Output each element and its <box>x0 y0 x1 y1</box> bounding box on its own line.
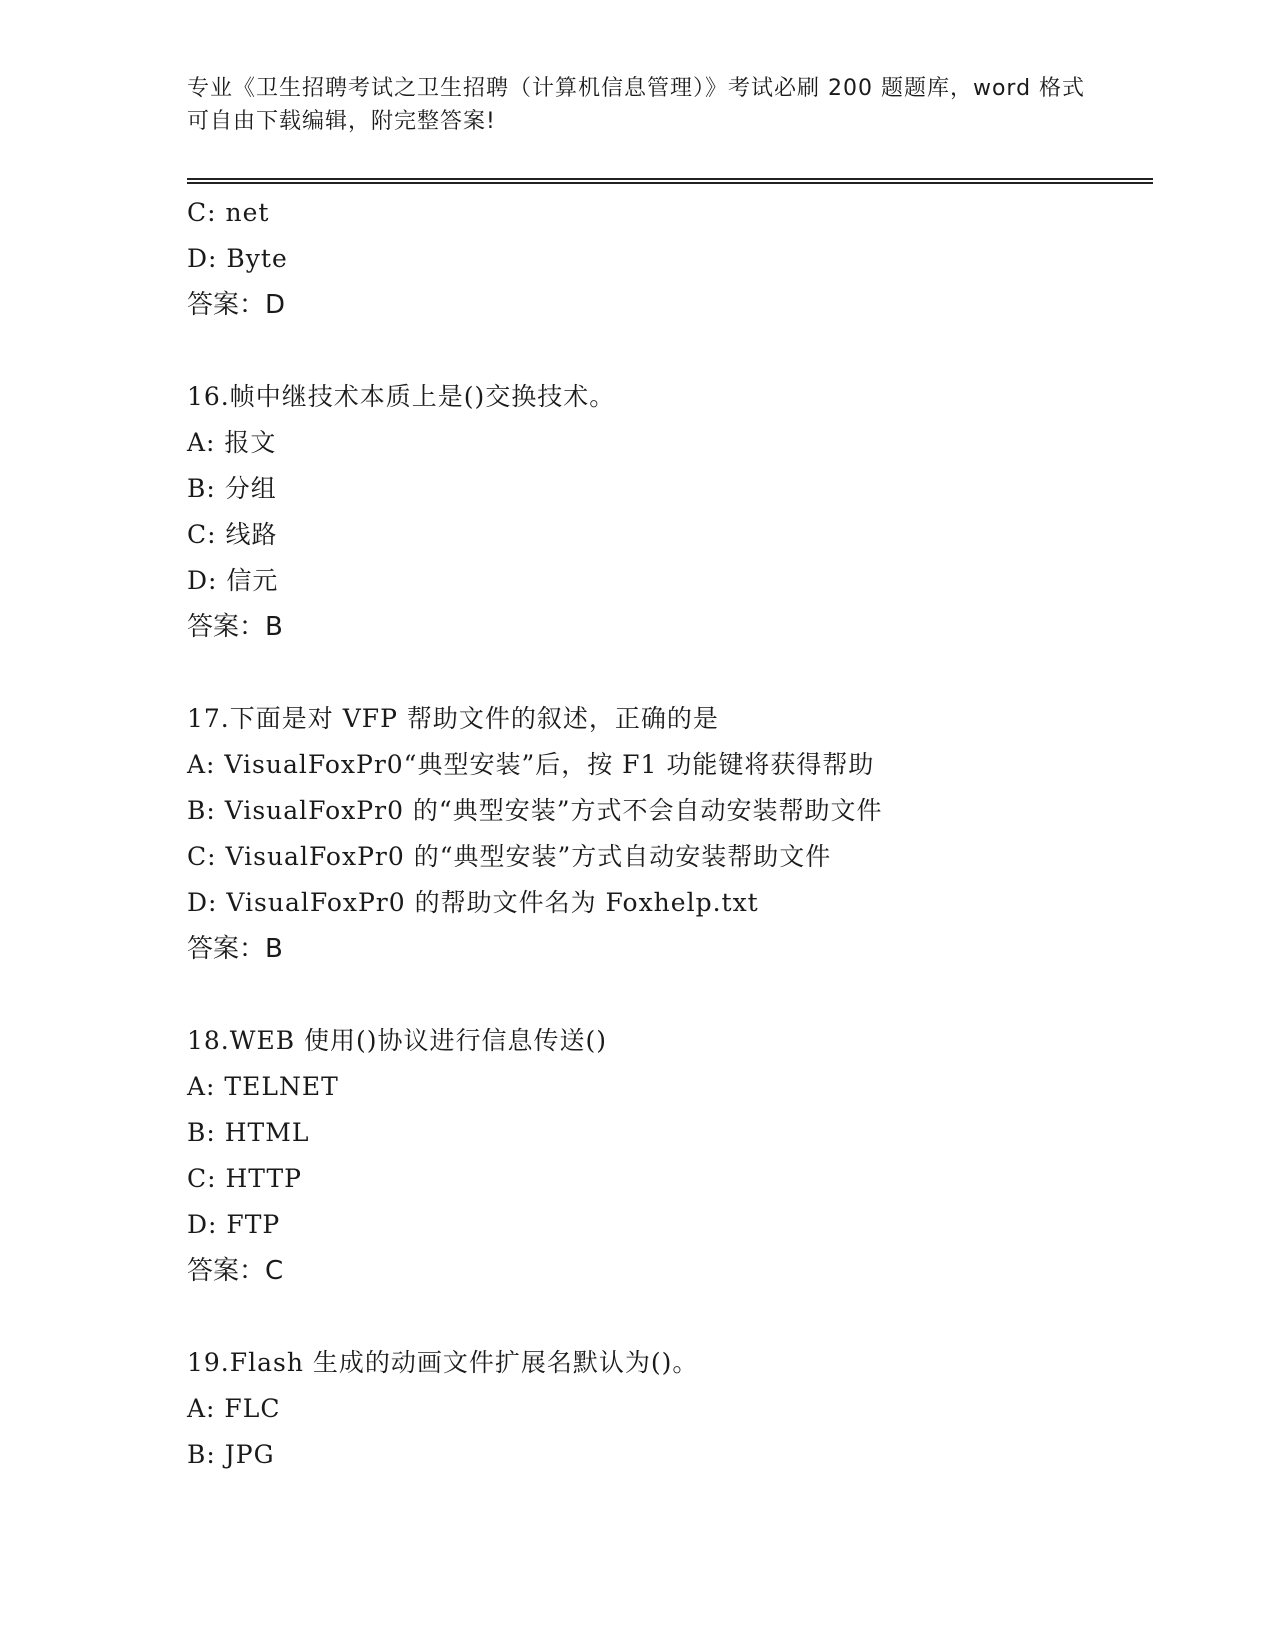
option-b: B: 分组 <box>187 474 277 503</box>
header-divider-top <box>187 178 1153 180</box>
option-d: D: VisualFoxPr0 的帮助文件名为 Foxhelp.txt <box>187 888 759 917</box>
option-d: D: FTP <box>187 1210 281 1239</box>
answer: 答案：C <box>187 1256 284 1286</box>
option-d: D: Byte <box>187 244 288 273</box>
option-a: A: TELNET <box>187 1072 339 1101</box>
option-b: B: VisualFoxPr0 的“典型安装”方式不会自动安装帮助文件 <box>187 796 883 825</box>
option-d: D: 信元 <box>187 566 279 595</box>
option-c: C: HTTP <box>187 1164 302 1193</box>
option-c: C: 线路 <box>187 520 278 549</box>
spacer <box>187 650 1153 696</box>
question-text: 17.下面是对 VFP 帮助文件的叙述，正确的是 <box>187 704 719 733</box>
option-c: C: net <box>187 198 270 227</box>
spacer <box>187 972 1153 1018</box>
answer: 答案：B <box>187 934 283 964</box>
option-a: A: FLC <box>187 1394 281 1423</box>
question-19 <box>187 1340 1153 1478</box>
spacer <box>187 1294 1153 1340</box>
document-header: 专业《卫生招聘考试之卫生招聘（计算机信息管理）》考试必刷 200 题题库，word 格式可自由下载编辑，附完整答案! <box>187 76 1086 134</box>
question-15-tail <box>187 190 1153 328</box>
question-list <box>187 190 1153 1478</box>
option-b: B: JPG <box>187 1440 275 1469</box>
answer: 答案：B <box>187 612 283 642</box>
question-17 <box>187 696 1153 972</box>
option-a: A: VisualFoxPr0“典型安装”后，按 F1 功能键将获得帮助 <box>187 750 875 779</box>
option-c: C: VisualFoxPr0 的“典型安装”方式自动安装帮助文件 <box>187 842 832 871</box>
option-a: A: 报文 <box>187 428 277 457</box>
question-text: 19.Flash 生成的动画文件扩展名默认为()。 <box>187 1348 699 1377</box>
question-16 <box>187 374 1153 650</box>
question-18 <box>187 1018 1153 1294</box>
question-text: 16.帧中继技术本质上是()交换技术。 <box>187 382 616 411</box>
option-b: B: HTML <box>187 1118 310 1147</box>
spacer <box>187 328 1153 374</box>
header-divider-bottom <box>187 182 1153 184</box>
question-text: 18.WEB 使用()协议进行信息传送() <box>187 1026 608 1055</box>
answer: 答案：D <box>187 290 286 320</box>
